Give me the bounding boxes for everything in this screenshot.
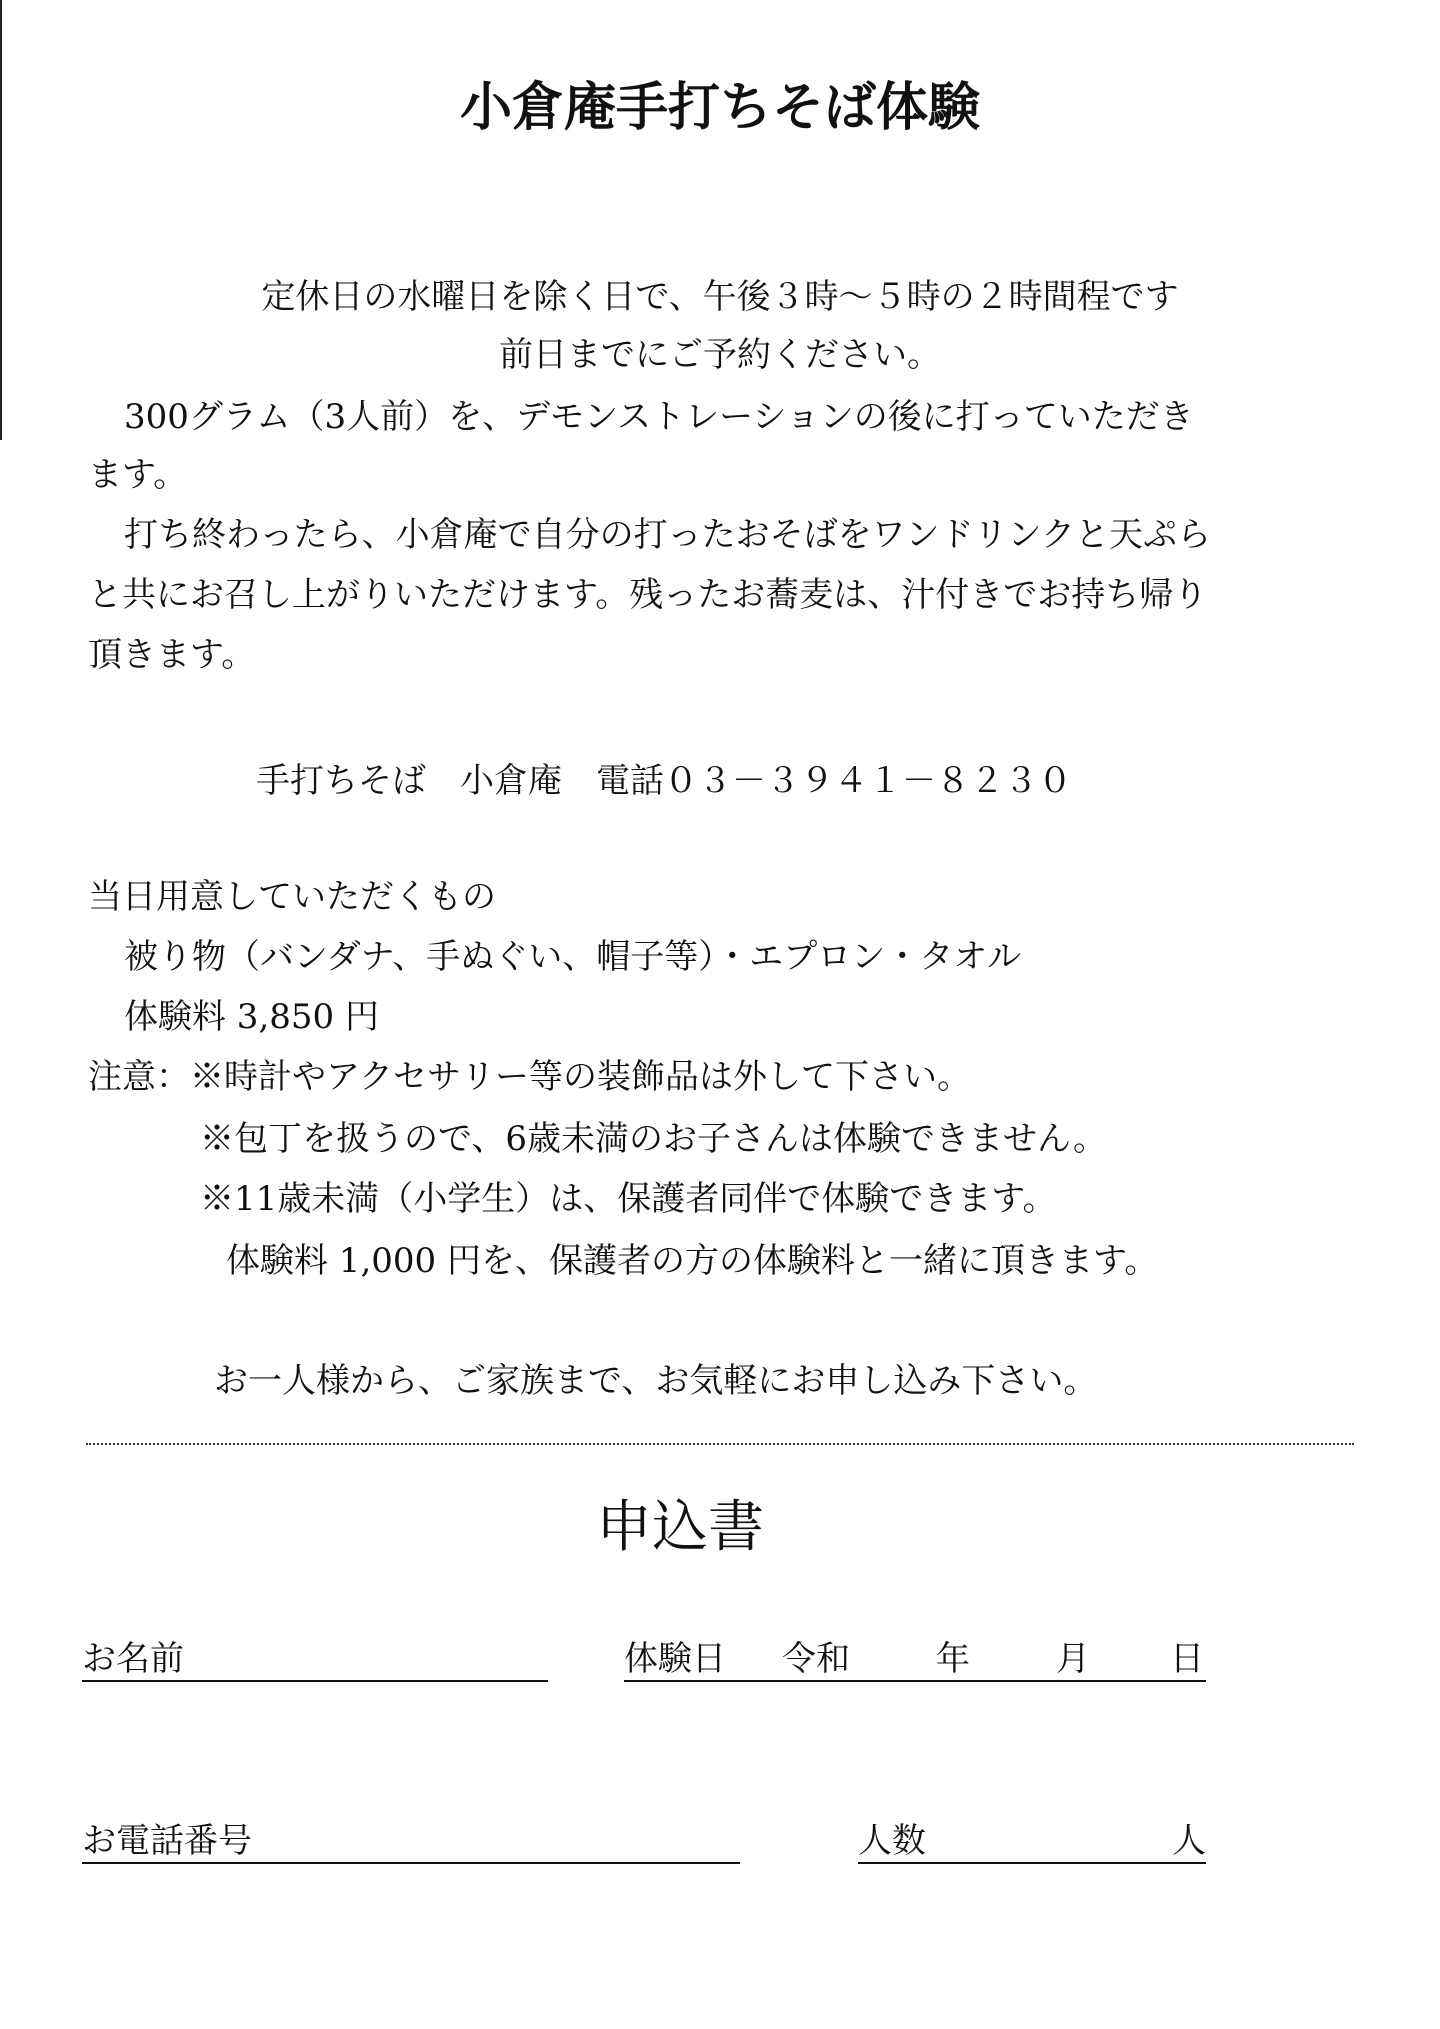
intro-para2-line3: 頂きます。 — [88, 635, 256, 675]
intro-line-1: 定休日の水曜日を除く日で、午後３時～５時の２時間程です — [261, 277, 1179, 317]
form-title: 申込書 — [596, 1495, 764, 1560]
cut-line-divider — [86, 1443, 1354, 1445]
phone-label: お電話番号 — [82, 1821, 252, 1861]
prep-items: 被り物（バンダナ、手ぬぐい、帽子等）・エプロン・タオル — [124, 937, 1022, 977]
intro-line-2: 前日までにご予約ください。 — [499, 335, 941, 375]
prep-fee: 体験料 3,850 円 — [124, 997, 379, 1037]
prep-heading: 当日用意していただくもの — [88, 877, 496, 917]
date-label: 体験日 — [624, 1639, 726, 1679]
note-2: ※包丁を扱うので、6歳未満のお子さんは体験できません。 — [200, 1119, 1107, 1159]
name-field[interactable] — [82, 1636, 548, 1682]
date-field[interactable] — [624, 1636, 1206, 1682]
people-field[interactable] — [858, 1818, 1206, 1864]
note-3: ※11歳未満（小学生）は、保護者同伴で体験できます。 — [200, 1179, 1057, 1219]
intro-para2-line1: 打ち終わったら、小倉庵で自分の打ったおそばをワンドリンクと天ぷら — [124, 515, 1211, 555]
closing-line: お一人様から、ご家族まで、お気軽にお申し込み下さい。 — [214, 1361, 1098, 1401]
page-title: 小倉庵手打ちそば体験 — [459, 78, 980, 138]
scan-edge-line — [0, 0, 2, 440]
date-year-unit: 年 — [936, 1639, 970, 1679]
name-label: お名前 — [82, 1639, 184, 1679]
intro-para2-line2: と共にお召し上がりいただけます。残ったお蕎麦は、汁付きでお持ち帰り — [88, 575, 1208, 615]
contact-line: 手打ちそば 小倉庵 電話０３－３９４１－８２３０ — [256, 761, 1072, 801]
people-unit: 人 — [1172, 1821, 1206, 1861]
intro-para1-line1: 300グラム（3人前）を、デモンストレーションの後に打っていただき — [124, 397, 1194, 437]
phone-field[interactable] — [82, 1818, 740, 1864]
date-day-unit: 日 — [1170, 1639, 1204, 1679]
people-label: 人数 — [858, 1821, 926, 1861]
date-month-unit: 月 — [1056, 1639, 1090, 1679]
note-1: 注意：※時計やアクセサリー等の装飾品は外して下さい。 — [88, 1057, 971, 1097]
intro-para1-line2: ます。 — [88, 455, 188, 495]
note-4: 体験料 1,000 円を、保護者の方の体験料と一緒に頂きます。 — [226, 1241, 1159, 1281]
date-era: 令和 — [782, 1639, 850, 1679]
